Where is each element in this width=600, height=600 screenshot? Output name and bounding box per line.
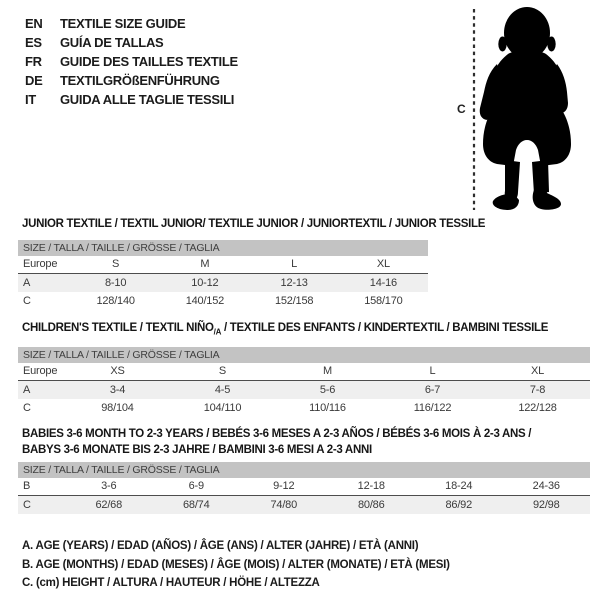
row-label: C	[23, 402, 31, 414]
language-code: DE	[25, 73, 43, 88]
size-cell: S	[112, 258, 120, 270]
junior-size-table	[18, 240, 428, 310]
table-row-months	[18, 478, 590, 496]
language-code: EN	[25, 16, 43, 31]
row-label: C	[23, 295, 31, 307]
height-cell: 152/158	[274, 295, 314, 307]
height-cell: 86/92	[445, 499, 473, 511]
age-cell: 8-10	[105, 277, 127, 289]
row-label: A	[23, 384, 31, 396]
babies-table-title	[22, 426, 531, 458]
size-cell: L	[291, 258, 298, 270]
height-cell: 110/116	[309, 402, 346, 414]
size-cell: M	[323, 365, 332, 377]
legend-notes	[22, 537, 450, 593]
age-cell: 6-7	[424, 384, 441, 396]
row-label: Europe	[23, 258, 58, 270]
height-cell: 104/110	[203, 402, 242, 414]
months-cell: 9-12	[273, 480, 295, 492]
language-label: GUÍA DE TALLAS	[60, 35, 164, 50]
months-cell: 3-6	[101, 480, 117, 492]
months-cell: 6-9	[188, 480, 204, 492]
height-measure-label: C	[457, 102, 466, 116]
size-header-row: SIZE / TALLA / TAILLE / GRÖSSE / TAGLIA	[18, 462, 590, 478]
legend-note-b: B. AGE (MONTHS) / EDAD (MESES) / ÂGE (MOIS) / ALTER (MONATE) / ETÀ (MESI)	[22, 558, 450, 571]
language-row	[25, 14, 238, 33]
language-label: TEXTILE SIZE GUIDE	[60, 16, 186, 31]
language-row	[25, 90, 238, 109]
children-table-title: CHILDREN'S TEXTILE / TEXTIL $NIÑO_{/A}$ / TEXTILE DES ENFANTS / KINDERTEXTIL / BAMBINI TESSILE	[22, 322, 549, 337]
height-cell: 116/122	[413, 402, 452, 414]
size-cell: L	[429, 365, 436, 377]
size-cell: S	[218, 365, 227, 377]
size-cell: M	[200, 258, 210, 270]
table-row-europe	[18, 256, 428, 274]
children-size-table	[18, 347, 590, 417]
language-code: FR	[25, 54, 42, 69]
babies-title-line1: BABIES 3-6 MONTH TO 2-3 YEARS / BEBÉS 3-6 MESES A 2-3 AÑOS / BÉBÉS 3-6 MOIS À 2-3 ANS /	[22, 428, 532, 440]
row-label: A	[23, 277, 31, 289]
row-label: B	[23, 480, 31, 492]
size-cell: XL	[530, 365, 545, 377]
baby-silhouette	[468, 2, 598, 212]
size-cell: XS	[110, 365, 125, 377]
language-label: GUIDA ALLE TAGLIE TESSILI	[60, 92, 235, 107]
months-cell: 12-18	[357, 480, 385, 492]
language-code: ES	[25, 35, 42, 50]
babies-title-line2: BABYS 3-6 MONATE BIS 2-3 JAHRE / BAMBINI 3-6 MESI A 2-3 ANNI	[22, 444, 372, 456]
legend-note-c: C. (cm) HEIGHT / ALTURA / HAUTEUR / HÖHE / ALTEZZA	[22, 577, 320, 589]
age-cell: 12-13	[280, 277, 308, 289]
months-cell: 18-24	[445, 480, 473, 492]
height-cell: 74/80	[270, 499, 298, 511]
months-cell: 24-36	[532, 480, 560, 492]
height-cell: 140/152	[185, 295, 225, 307]
height-cell: 98/104	[101, 402, 134, 414]
age-cell: 3-4	[109, 384, 126, 396]
size-cell: XL	[376, 258, 390, 270]
height-cell: 80/86	[357, 499, 385, 511]
language-list	[25, 14, 238, 109]
language-code: IT	[25, 92, 36, 107]
age-cell: 10-12	[191, 277, 219, 289]
size-header-row: SIZE / TALLA / TAILLE / GRÖSSE / TAGLIA	[18, 347, 590, 363]
height-cell: 158/170	[364, 295, 403, 307]
table-row-height	[18, 399, 590, 417]
language-row	[25, 71, 238, 90]
junior-table-title: JUNIOR TEXTILE / TEXTIL JUNIOR/ TEXTILE JUNIOR / JUNIORTEXTIL / JUNIOR TESSILE	[22, 218, 486, 230]
height-cell: 92/98	[532, 499, 560, 511]
age-cell: 14-16	[369, 277, 397, 289]
language-label: GUIDE DES TAILLES TEXTILE	[60, 54, 238, 69]
table-row-europe	[18, 363, 590, 381]
age-cell: 4-5	[214, 384, 231, 396]
table-row-age	[18, 274, 428, 292]
table-row-height	[18, 496, 590, 514]
language-label: TEXTILGRÖßENFÜHRUNG	[60, 73, 220, 88]
height-cell: 128/140	[96, 295, 135, 307]
age-cell: 5-6	[319, 384, 336, 396]
language-row	[25, 33, 238, 52]
language-row	[25, 52, 238, 71]
table-row-height	[18, 292, 428, 310]
table-row-age	[18, 381, 590, 399]
height-cell: 62/68	[95, 499, 123, 511]
size-header-row: SIZE / TALLA / TAILLE / GRÖSSE / TAGLIA	[18, 240, 428, 256]
row-label: C	[23, 499, 31, 511]
height-cell: 68/74	[182, 499, 210, 511]
row-label: Europe	[23, 365, 58, 377]
legend-note-a: A. AGE (YEARS) / EDAD (AÑOS) / ÂGE (ANS) / ALTER (JAHRE) / ETÀ (ANNI)	[22, 540, 419, 552]
height-cell: 122/128	[518, 402, 557, 414]
age-cell: 7-8	[529, 384, 546, 396]
babies-size-table	[18, 462, 590, 514]
